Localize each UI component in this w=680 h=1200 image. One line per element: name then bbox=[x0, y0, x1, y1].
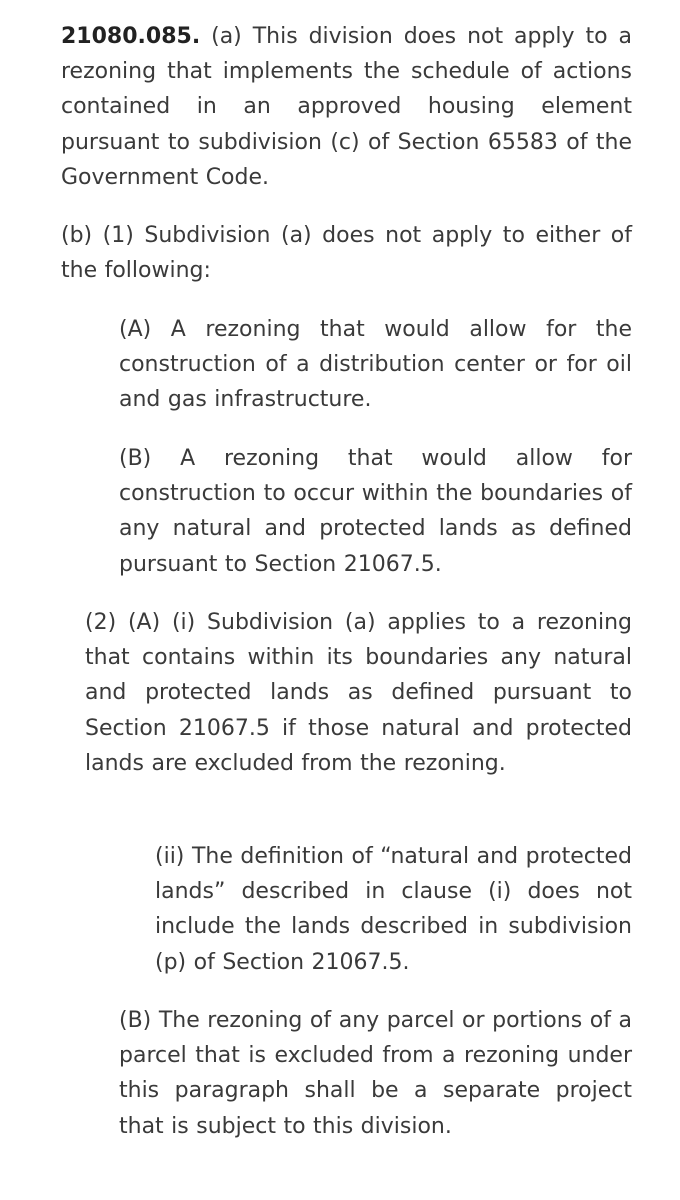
paragraph-a bbox=[61, 19, 632, 195]
paragraph-b2-A-i: (2) (A) (i) Subdivision (a) applies to a rezoning that contains within its boundaries any natural and protected lands as defined pursuant to Section 21067.5 if those natural and protected lands are excluded from the rezoning. bbox=[85, 610, 632, 776]
section-number: 21080.085. bbox=[61, 24, 201, 49]
paragraph-b2-B: (B) The rezoning of any parcel or portions of a parcel that is excluded from a rezoning under this paragraph shall be a separate project that is subject to this division. bbox=[119, 1008, 632, 1139]
paragraph-b1: (b) (1) Subdivision (a) does not apply to either of the following: bbox=[61, 223, 632, 284]
paragraph-a-text: (a) This division does not apply to a rezoning that implements the schedule of actions contained in an approved housing element pursuant to subdivision (c) of Section 65583 of the Government Code. bbox=[61, 24, 632, 190]
paragraph-b1-B: (B) A rezoning that would allow for construction to occur within the boundaries of any natural and protected lands as defined pursuant to Section 21067.5. bbox=[119, 446, 632, 577]
paragraph-b1-A: (A) A rezoning that would allow for the construction of a distribution center or for oil and gas infrastructure. bbox=[119, 317, 632, 413]
paragraph-b2-A-ii: (ii) The definition of “natural and protected lands” described in clause (i) does not include the lands described in subdivision (p) of Section 21067.5. bbox=[155, 844, 632, 975]
